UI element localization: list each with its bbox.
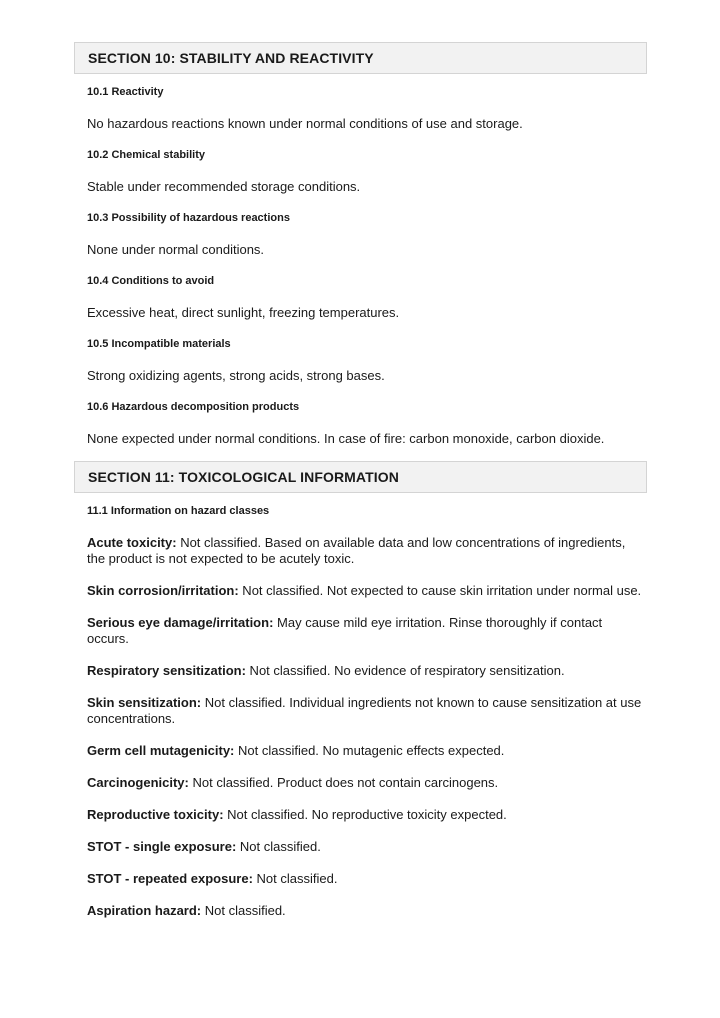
subsection-10-2-text: Stable under recommended storage conditions. xyxy=(87,179,361,194)
property-value: Not classified. Not expected to cause skin irritation under normal use. xyxy=(238,583,642,598)
property-acute-toxicity xyxy=(74,535,647,567)
property-label: Germ cell mutagenicity: xyxy=(87,743,235,758)
subsection-10-6-heading: 10.6 Hazardous decomposition products xyxy=(87,401,300,413)
subsection-10-6-text: None expected under normal conditions. In case of fire: carbon monoxide, carbon dioxide. xyxy=(87,431,605,446)
property-carcinogenicity xyxy=(74,775,647,791)
subsection-11-1-heading: 11.1 Information on hazard classes xyxy=(87,505,270,517)
subsection-10-5-heading: 10.5 Incompatible materials xyxy=(87,338,231,350)
subsection-10-4-heading: 10.4 Conditions to avoid xyxy=(87,275,215,287)
subsection-10-3-text: None under normal conditions. xyxy=(87,242,265,257)
property-skin-corrosion xyxy=(74,583,647,599)
section-10-title: SECTION 10: STABILITY AND REACTIVITY xyxy=(88,50,374,66)
property-stot-repeated xyxy=(74,871,647,887)
property-eye-damage xyxy=(74,615,647,647)
property-reproductive-toxicity xyxy=(74,807,647,823)
property-value: May cause mild eye irritation. Rinse thoroughly if contact occurs. xyxy=(87,615,603,646)
property-label: STOT - repeated exposure: xyxy=(87,871,253,886)
property-value: Not classified. Based on available data and low concentrations of ingredients, the product is not expected to be acutely toxic. xyxy=(87,535,626,566)
property-skin-sensitization xyxy=(74,695,647,727)
subsection-10-1-text: No hazardous reactions known under normal conditions of use and storage. xyxy=(87,116,523,131)
property-germ-cell-mutagenicity xyxy=(74,743,647,759)
property-value: Not classified. xyxy=(201,903,286,918)
subsection-10-5-text: Strong oxidizing agents, strong acids, strong bases. xyxy=(87,368,385,383)
property-label: Skin sensitization: xyxy=(87,695,202,710)
property-value: Not classified. xyxy=(236,839,321,854)
subsection-10-4-text: Excessive heat, direct sunlight, freezing temperatures. xyxy=(87,305,400,320)
property-stot-single xyxy=(74,839,647,855)
property-aspiration-hazard xyxy=(74,903,647,919)
section-10-header xyxy=(74,42,647,74)
subsection-10-2-heading: 10.2 Chemical stability xyxy=(87,149,205,161)
property-respiratory-sensitization xyxy=(74,663,647,679)
subsection-10-1-heading: 10.1 Reactivity xyxy=(87,86,164,98)
section-11-title: SECTION 11: TOXICOLOGICAL INFORMATION xyxy=(88,469,399,485)
section-11-header xyxy=(74,461,647,493)
subsection-10-3-heading: 10.3 Possibility of hazardous reactions xyxy=(87,212,290,224)
property-value: Not classified. Individual ingredients not known to cause sensitization at use concentrations. xyxy=(87,695,642,726)
property-label: Serious eye damage/irritation: xyxy=(87,615,274,630)
property-value: Not classified. No mutagenic effects expected. xyxy=(234,743,505,758)
property-label: Respiratory sensitization: xyxy=(87,663,246,678)
property-value: Not classified. Product does not contain carcinogens. xyxy=(188,775,499,790)
property-label: Skin corrosion/irritation: xyxy=(87,583,239,598)
property-label: STOT - single exposure: xyxy=(87,839,237,854)
property-label: Carcinogenicity: xyxy=(87,775,189,790)
property-label: Aspiration hazard: xyxy=(87,903,202,918)
property-value: Not classified. xyxy=(252,871,338,886)
property-value: Not classified. No reproductive toxicity expected. xyxy=(223,807,507,822)
property-label: Reproductive toxicity: xyxy=(87,807,224,822)
sds-page xyxy=(74,42,647,919)
property-value: Not classified. No evidence of respiratory sensitization. xyxy=(245,663,565,678)
property-label: Acute toxicity: xyxy=(87,535,177,550)
